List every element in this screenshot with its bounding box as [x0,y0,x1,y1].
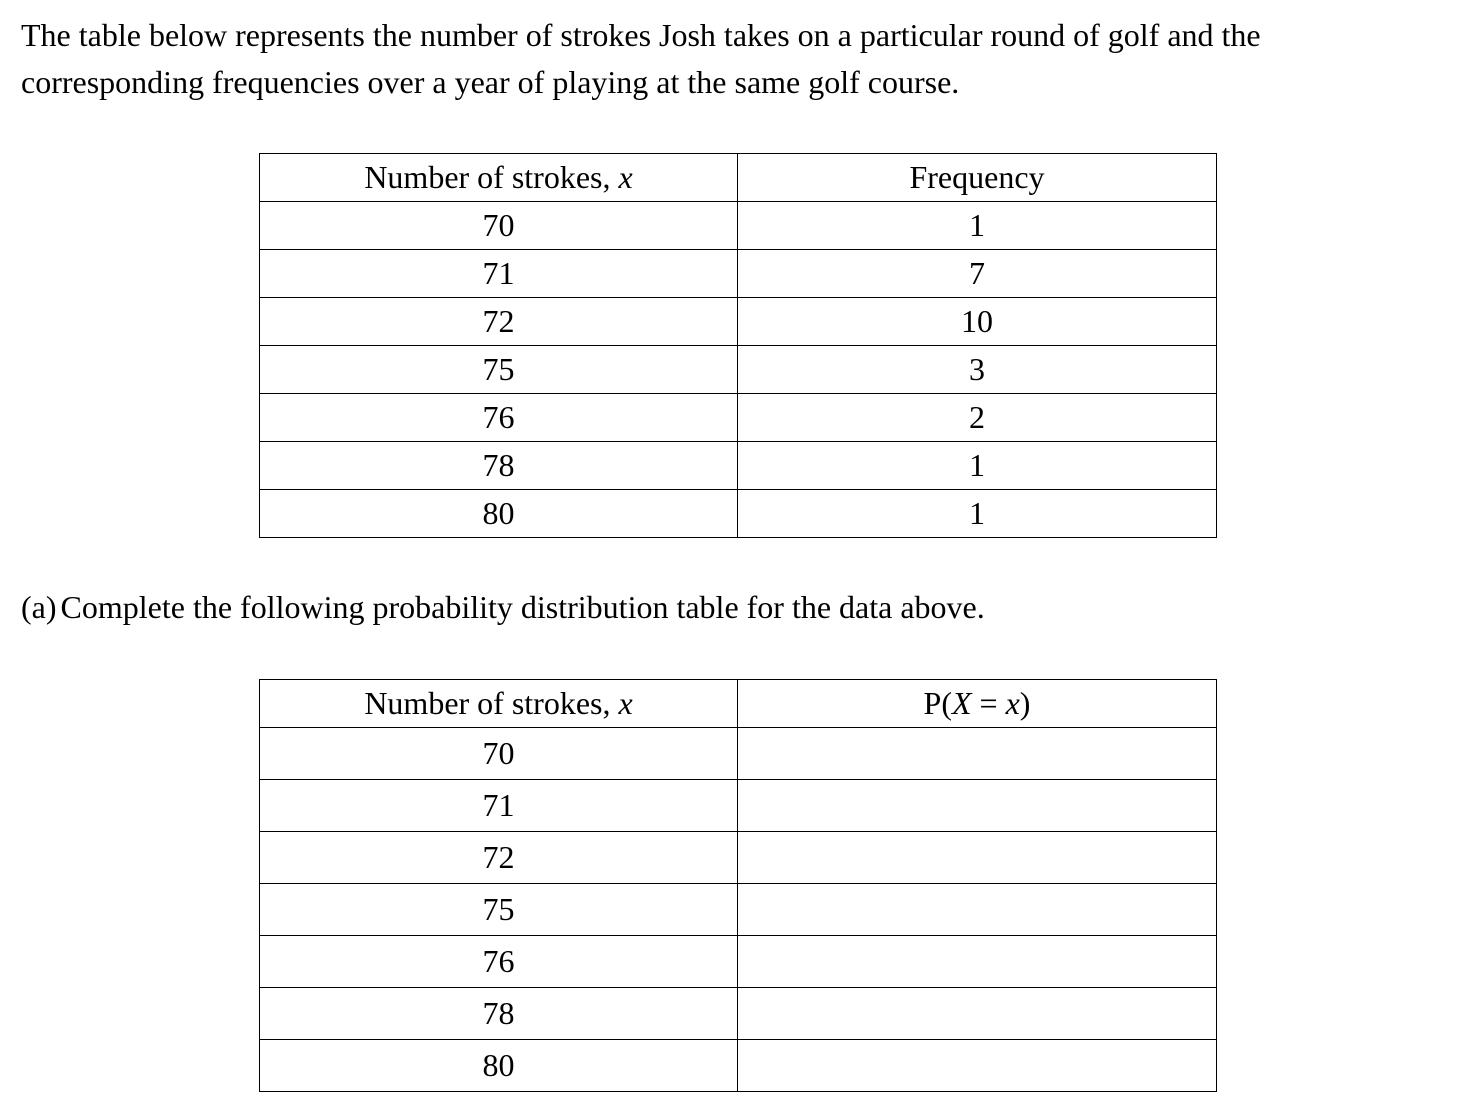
table-header-row [260,680,1217,728]
strokes-cell: 78 [260,988,738,1040]
probability-answer-cell[interactable] [738,832,1217,884]
question-label: (a) [21,589,57,625]
probability-answer-cell[interactable] [738,936,1217,988]
strokes-cell: 78 [260,442,738,490]
strokes-cell: 75 [260,346,738,394]
strokes-cell: 76 [260,936,738,988]
strokes-cell: 71 [260,250,738,298]
strokes-cell: 72 [260,832,738,884]
strokes-cell: 71 [260,780,738,832]
probability-table [259,679,1217,1092]
probability-answer-cell[interactable] [738,988,1217,1040]
header-frequency: Frequency [738,154,1217,202]
header-strokes: Number of strokes, x [260,680,738,728]
strokes-cell: 70 [260,202,738,250]
intro-line-2: corresponding frequencies over a year of playing at the same golf course. [21,64,960,100]
strokes-cell: 72 [260,298,738,346]
probability-answer-cell[interactable] [738,884,1217,936]
table-row [260,1040,1217,1092]
variable-x: x [618,159,633,195]
table-header-row [260,154,1217,202]
table-row [260,832,1217,884]
table-row [260,298,1217,346]
frequency-cell: 1 [738,442,1217,490]
table-row [260,490,1217,538]
strokes-cell: 76 [260,394,738,442]
frequency-cell: 3 [738,346,1217,394]
table-row [260,728,1217,780]
variable-x: x [618,685,633,721]
question-text: Complete the following probability distribution table for the data above. [60,589,985,625]
strokes-cell: 70 [260,728,738,780]
question-a [21,585,985,629]
frequency-cell: 2 [738,394,1217,442]
table-row [260,442,1217,490]
header-strokes: Number of strokes, x [260,154,738,202]
strokes-cell: 80 [260,1040,738,1092]
table-row [260,346,1217,394]
strokes-cell: 80 [260,490,738,538]
table-row [260,250,1217,298]
table-row [260,884,1217,936]
intro-text [21,12,1461,106]
probability-answer-cell[interactable] [738,1040,1217,1092]
table-row [260,988,1217,1040]
frequency-cell: 10 [738,298,1217,346]
frequency-table [259,153,1217,538]
intro-line-1: The table below represents the number of strokes Josh takes on a particular round of golf and the [21,17,1261,53]
probability-answer-cell[interactable] [738,728,1217,780]
header-probability: P(X = x) [738,680,1217,728]
frequency-cell: 1 [738,490,1217,538]
table-row [260,202,1217,250]
table-row [260,780,1217,832]
table-row [260,936,1217,988]
frequency-cell: 1 [738,202,1217,250]
table-row [260,394,1217,442]
frequency-cell: 7 [738,250,1217,298]
probability-answer-cell[interactable] [738,780,1217,832]
strokes-cell: 75 [260,884,738,936]
